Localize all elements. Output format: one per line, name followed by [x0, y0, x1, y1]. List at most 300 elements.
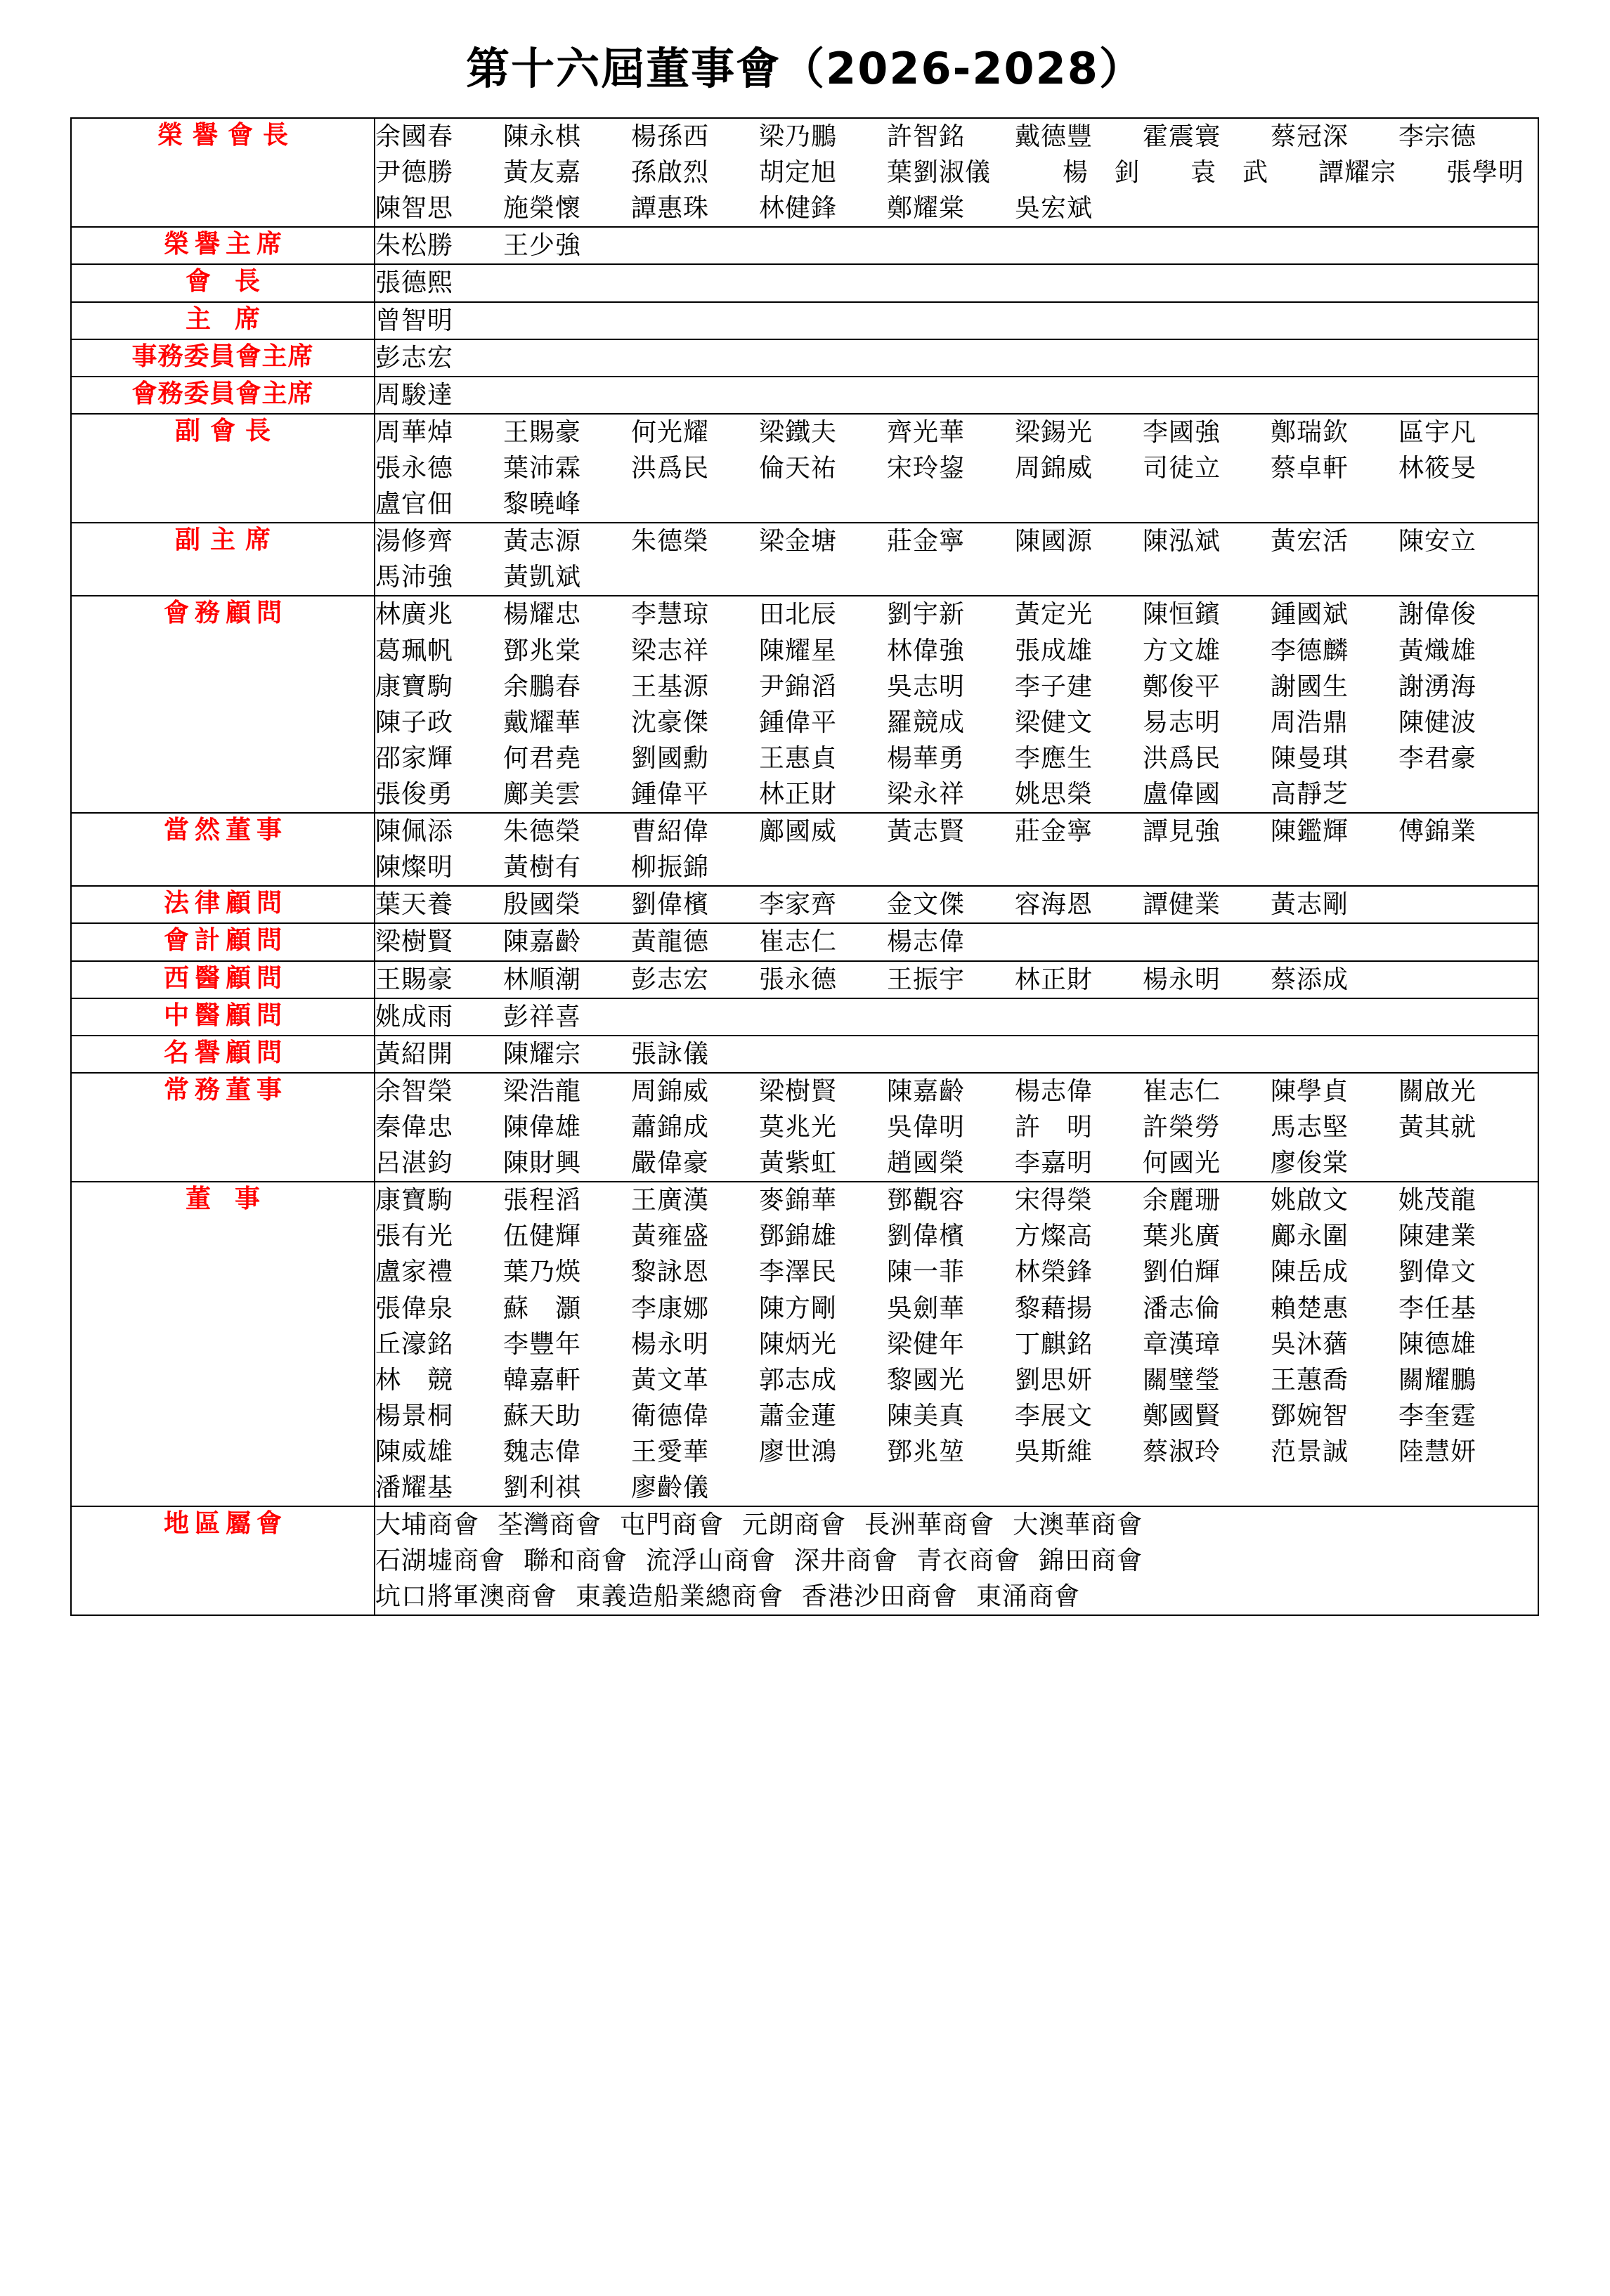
name-line: [375, 559, 1538, 595]
person-name: 莊金寧: [887, 527, 966, 556]
person-name: 莊金寧: [1015, 817, 1093, 847]
person-name: 黃其就: [1398, 1112, 1477, 1142]
person-name: 秦偉忠: [375, 1112, 454, 1142]
name-line: [375, 741, 1538, 776]
person-name: 李嘉明: [1015, 1149, 1093, 1178]
person-name: 梁錫光: [1015, 417, 1093, 447]
person-name: 邵家輝: [375, 743, 454, 773]
person-name: 姚茂龍: [1398, 1186, 1477, 1215]
person-name: 陳德雄: [1398, 1329, 1477, 1359]
person-name: 林榮鋒: [1015, 1258, 1093, 1287]
person-name: 李任基: [1398, 1293, 1477, 1323]
person-name: 吳斯維: [1015, 1437, 1093, 1466]
name-line: [375, 340, 1538, 376]
person-name: 張成雄: [1015, 636, 1093, 665]
person-name: 蘇天助: [503, 1401, 582, 1430]
table-row: [71, 377, 1538, 414]
person-name: 周浩鼎: [1271, 707, 1349, 737]
person-name: 黃雍盛: [631, 1222, 710, 1251]
person-name: 朱德榮: [503, 817, 582, 847]
person-name: 柳振錦: [631, 853, 710, 882]
person-name: 張偉泉: [375, 1293, 454, 1323]
person-name: 陳嘉齡: [887, 1076, 966, 1106]
person-name: 宋得榮: [1015, 1186, 1093, 1215]
person-name: 李家齊: [759, 890, 838, 920]
person-name: 周錦威: [631, 1076, 710, 1106]
person-name: 廖齡儀: [631, 1473, 710, 1503]
person-name: 鍾國斌: [1271, 600, 1349, 630]
person-name: 張永德: [375, 453, 454, 483]
person-name: 區宇凡: [1398, 417, 1477, 447]
row-label-text: 會長: [185, 267, 284, 296]
person-name: 潘志倫: [1143, 1293, 1221, 1323]
person-name: 蔡添成: [1271, 965, 1349, 994]
person-name: 鄭國賢: [1143, 1401, 1221, 1430]
person-name: 謝偉俊: [1398, 600, 1477, 630]
person-name: 楊永明: [631, 1329, 710, 1359]
person-name: 韓嘉軒: [503, 1365, 582, 1395]
person-name: 黎曉峰: [503, 490, 582, 519]
person-name: 林順潮: [503, 965, 582, 994]
person-name: 彭祥喜: [503, 1002, 582, 1031]
person-name: 陳方剛: [759, 1293, 838, 1323]
table-row: [71, 414, 1538, 523]
person-name: 余鵬春: [503, 672, 582, 701]
row-label-text: 西醫顧問: [163, 963, 287, 993]
table-row: [71, 961, 1538, 998]
person-name: 林正財: [759, 779, 838, 809]
person-name: 許榮勞: [1143, 1112, 1221, 1142]
district-association-name: 元朗商會: [742, 1511, 847, 1540]
row-names: [375, 339, 1538, 377]
person-name: 尹錦滔: [759, 672, 838, 701]
person-name: 陳永棋: [503, 122, 582, 151]
person-name: 丘濠銘: [375, 1329, 454, 1359]
row-label-text: 名譽顧問: [163, 1038, 287, 1067]
person-name: 梁健年: [887, 1329, 966, 1359]
person-name: 陳燦明: [375, 853, 454, 882]
person-name: 盧家禮: [375, 1258, 454, 1287]
person-name: 張詠儀: [631, 1039, 710, 1069]
person-name: 陳建業: [1398, 1222, 1477, 1251]
person-name: 林偉強: [887, 636, 966, 665]
person-name: 鄭耀棠: [887, 194, 966, 223]
person-name: 蔡冠深: [1271, 122, 1349, 151]
board-roster-table: [70, 117, 1539, 1616]
row-label: [71, 414, 375, 523]
person-name: 蕭錦成: [631, 1112, 710, 1142]
person-name: 林筱旻: [1398, 453, 1477, 483]
table-row: [71, 1182, 1538, 1506]
name-line: [375, 377, 1538, 413]
person-name: 方燦高: [1015, 1222, 1093, 1251]
name-line: [375, 596, 1538, 632]
person-name: 廖世鴻: [759, 1437, 838, 1466]
person-name: 李國強: [1143, 417, 1221, 447]
person-name: 王惠貞: [759, 743, 838, 773]
person-name: 楊 釗: [1063, 158, 1141, 188]
table-row: [71, 1036, 1538, 1073]
person-name: 宋玲鋆: [887, 453, 966, 483]
person-name: 王振宇: [887, 965, 966, 994]
name-line: [375, 119, 1538, 155]
person-name: 羅競成: [887, 707, 966, 737]
person-name: 陳智思: [375, 194, 454, 223]
person-name: 胡定旭: [759, 158, 838, 188]
person-name: 潘耀基: [375, 1473, 454, 1503]
person-name: 蕭金蓮: [759, 1401, 838, 1430]
person-name: 伍健輝: [503, 1222, 582, 1251]
person-name: 梁健文: [1015, 707, 1093, 737]
name-line: [375, 887, 1538, 922]
person-name: 譚見強: [1143, 817, 1221, 847]
person-name: 梁浩龍: [503, 1076, 582, 1106]
name-line: [375, 999, 1538, 1035]
person-name: 梁永祥: [887, 779, 966, 809]
person-name: 鍾偉平: [759, 707, 838, 737]
row-label-text: 法律顧問: [163, 889, 287, 918]
person-name: 洪爲民: [1143, 743, 1221, 773]
person-name: 鄧兆棠: [503, 636, 582, 665]
person-name: 譚耀宗: [1318, 158, 1397, 188]
person-name: 吳偉明: [887, 1112, 966, 1142]
person-name: 莫兆光: [759, 1112, 838, 1142]
person-name: 黃龍德: [631, 927, 710, 957]
person-name: 楊志偉: [1015, 1076, 1093, 1106]
row-label-text: 常務董事: [163, 1075, 287, 1104]
district-association-name: 青衣商會: [916, 1546, 1021, 1576]
person-name: 黃定光: [1015, 600, 1093, 630]
person-name: 彭志宏: [375, 343, 454, 372]
person-name: 關啟光: [1398, 1076, 1477, 1106]
person-name: 范景誠: [1271, 1437, 1349, 1466]
table-row: [71, 813, 1538, 886]
person-name: 殷國榮: [503, 890, 582, 920]
district-association-name: 錦田商會: [1039, 1546, 1143, 1576]
person-name: 蘇 灝: [503, 1293, 582, 1323]
name-line: [375, 1074, 1538, 1109]
person-name: 陸慧妍: [1398, 1437, 1477, 1466]
person-name: 田北辰: [759, 600, 838, 630]
person-name: 李展文: [1015, 1401, 1093, 1430]
person-name: 劉思妍: [1015, 1365, 1093, 1395]
person-name: 袁 武: [1190, 158, 1269, 188]
person-name: 王少強: [503, 231, 582, 261]
row-names: [375, 227, 1538, 264]
table-row: [71, 923, 1538, 960]
row-names: [375, 923, 1538, 960]
name-line: [375, 155, 1538, 190]
row-label-text: 事務委員會主席: [131, 341, 314, 371]
person-name: 黃友嘉: [503, 158, 582, 188]
person-name: 王蕙喬: [1271, 1365, 1349, 1395]
person-name: 施榮懷: [503, 194, 582, 223]
person-name: 司徒立: [1143, 453, 1221, 483]
person-name: 黃志源: [503, 527, 582, 556]
person-name: 陳鑑輝: [1271, 817, 1349, 847]
district-association-name: 大埔商會: [375, 1511, 480, 1540]
row-label: [71, 813, 375, 886]
person-name: 吳沐蕕: [1271, 1329, 1349, 1359]
person-name: 許智銘: [887, 122, 966, 151]
row-label-text: 主席: [185, 304, 284, 334]
person-name: 倫天祐: [759, 453, 838, 483]
person-name: 賴楚惠: [1271, 1293, 1349, 1323]
name-line: [375, 1326, 1538, 1362]
person-name: 陳偉雄: [503, 1112, 582, 1142]
person-name: 馬志堅: [1271, 1112, 1349, 1142]
person-name: 楊華勇: [887, 743, 966, 773]
district-association-name: 荃灣商會: [498, 1511, 602, 1540]
row-label: [71, 923, 375, 960]
district-association-name: 石湖墟商會: [375, 1546, 506, 1576]
name-line: [375, 265, 1538, 301]
person-name: 陳炳光: [759, 1329, 838, 1359]
person-name: 陳美真: [887, 1401, 966, 1430]
person-name: 葉乃煐: [503, 1258, 582, 1287]
person-name: 吳志明: [887, 672, 966, 701]
person-name: 章漢璋: [1143, 1329, 1221, 1359]
person-name: 霍震寰: [1143, 122, 1221, 151]
name-line: [375, 1218, 1538, 1254]
person-name: 曾智明: [375, 306, 454, 335]
person-name: 劉國勳: [631, 743, 710, 773]
person-name: 李康娜: [631, 1293, 710, 1323]
person-name: 鍾偉平: [631, 779, 710, 809]
person-name: 李宗德: [1398, 122, 1477, 151]
row-names: [375, 813, 1538, 886]
person-name: 陳佩添: [375, 817, 454, 847]
table-row: [71, 264, 1538, 301]
row-label-text: 會務委員會主席: [131, 379, 314, 408]
row-label-text: 董事: [185, 1185, 284, 1214]
person-name: 鄧觀容: [887, 1186, 966, 1215]
row-label-text: 副主席: [174, 526, 280, 555]
person-name: 黃熾雄: [1398, 636, 1477, 665]
person-name: 齊光華: [887, 417, 966, 447]
person-name: 鄧婉智: [1271, 1401, 1349, 1430]
name-line: [375, 1507, 1538, 1543]
name-line: [375, 1434, 1538, 1470]
name-line: [375, 190, 1538, 226]
person-name: 王賜豪: [503, 417, 582, 447]
person-name: 梁乃鵬: [759, 122, 838, 151]
row-label: [71, 961, 375, 998]
table-row: [71, 886, 1538, 923]
name-line: [375, 1182, 1538, 1218]
person-name: 譚惠珠: [631, 194, 710, 223]
person-name: 余智榮: [375, 1076, 454, 1106]
person-name: 鄭瑞欽: [1271, 417, 1349, 447]
district-association-name: 長洲華商會: [864, 1511, 995, 1540]
person-name: 鄺國威: [759, 817, 838, 847]
person-name: 姚啟文: [1271, 1186, 1349, 1215]
person-name: 金文傑: [887, 890, 966, 920]
person-name: 葉劉淑儀: [887, 158, 992, 188]
person-name: 盧官佃: [375, 490, 454, 519]
person-name: 易志明: [1143, 707, 1221, 737]
name-line: [375, 1036, 1538, 1072]
person-name: 蔡淑玲: [1143, 1437, 1221, 1466]
person-name: 張德熙: [375, 268, 454, 298]
district-association-name: 大澳華商會: [1013, 1511, 1143, 1540]
person-name: 李豐年: [503, 1329, 582, 1359]
person-name: 何君堯: [503, 743, 582, 773]
person-name: 戴德豐: [1015, 122, 1093, 151]
person-name: 康寶駒: [375, 672, 454, 701]
person-name: 陳一菲: [887, 1258, 966, 1287]
table-row: [71, 118, 1538, 227]
person-name: 陳子政: [375, 707, 454, 737]
district-association-name: 聯和商會: [524, 1546, 628, 1576]
name-line: [375, 814, 1538, 849]
person-name: 張有光: [375, 1222, 454, 1251]
person-name: 黎詠恩: [631, 1258, 710, 1287]
person-name: 麥錦華: [759, 1186, 838, 1215]
table-row: [71, 1073, 1538, 1182]
person-name: 林廣兆: [375, 600, 454, 630]
page-title: 第十六屆董事會（2026-2028）: [466, 43, 1144, 94]
person-name: 彭志宏: [631, 965, 710, 994]
name-line: [375, 486, 1538, 522]
person-name: 陳泓斌: [1143, 527, 1221, 556]
row-label: [71, 1036, 375, 1073]
row-names: [375, 1073, 1538, 1182]
table-row: [71, 227, 1538, 264]
person-name: 梁鐵夫: [759, 417, 838, 447]
person-name: 梁樹賢: [375, 927, 454, 957]
person-name: 陳岳成: [1271, 1258, 1349, 1287]
person-name: 周錦威: [1015, 453, 1093, 483]
person-name: 王基源: [631, 672, 710, 701]
row-label: [71, 1182, 375, 1506]
person-name: 崔志仁: [1143, 1076, 1221, 1106]
person-name: 鄺永圍: [1271, 1222, 1349, 1251]
person-name: 方文雄: [1143, 636, 1221, 665]
row-label: [71, 998, 375, 1036]
row-label-text: 會計顧問: [163, 926, 287, 955]
row-names: [375, 961, 1538, 998]
person-name: 葛珮帆: [375, 636, 454, 665]
row-names: [375, 523, 1538, 596]
person-name: 傅錦業: [1398, 817, 1477, 847]
person-name: 嚴偉豪: [631, 1149, 710, 1178]
person-name: 陳健波: [1398, 707, 1477, 737]
person-name: 謝國生: [1271, 672, 1349, 701]
row-label-text: 地區屬會: [163, 1509, 287, 1539]
person-name: 王廣漢: [631, 1186, 710, 1215]
person-name: 戴耀華: [503, 707, 582, 737]
row-label: [71, 302, 375, 339]
person-name: 李德麟: [1271, 636, 1349, 665]
person-name: 丁麒銘: [1015, 1329, 1093, 1359]
name-line: [375, 1254, 1538, 1290]
row-label-text: 榮譽主席: [163, 230, 287, 259]
person-name: 黎藉揚: [1015, 1293, 1093, 1323]
person-name: 林正財: [1015, 965, 1093, 994]
person-name: 鄧錦雄: [759, 1222, 838, 1251]
row-label: [71, 264, 375, 301]
person-name: 黃志剛: [1271, 890, 1349, 920]
person-name: 王賜豪: [375, 965, 454, 994]
table-row: [71, 596, 1538, 813]
person-name: 謝湧海: [1398, 672, 1477, 701]
person-name: 劉偉文: [1398, 1258, 1477, 1287]
person-name: 黃志賢: [887, 817, 966, 847]
row-label: [71, 1506, 375, 1615]
person-name: 鄺美雲: [503, 779, 582, 809]
person-name: 黃凱斌: [503, 563, 582, 592]
row-label: [71, 886, 375, 923]
person-name: 楊耀忠: [503, 600, 582, 630]
person-name: 陳曼琪: [1271, 743, 1349, 773]
table-row: [71, 998, 1538, 1036]
table-row: [71, 523, 1538, 596]
name-line: [375, 303, 1538, 339]
name-line: [375, 1291, 1538, 1326]
person-name: 孫啟烈: [631, 158, 710, 188]
person-name: 劉偉檳: [887, 1222, 966, 1251]
person-name: 呂湛鈞: [375, 1149, 454, 1178]
row-names: [375, 998, 1538, 1036]
person-name: 李奎霆: [1398, 1401, 1477, 1430]
person-name: 衛德偉: [631, 1401, 710, 1430]
person-name: 黃文革: [631, 1365, 710, 1395]
person-name: 李慧琼: [631, 600, 710, 630]
row-names: [375, 414, 1538, 523]
person-name: 陳安立: [1398, 527, 1477, 556]
name-line: [375, 776, 1538, 812]
person-name: 姚成雨: [375, 1002, 454, 1031]
row-label-text: 副會長: [174, 416, 280, 445]
row-label-text: 當然董事: [163, 816, 287, 845]
row-label: [71, 227, 375, 264]
person-name: 朱松勝: [375, 231, 454, 261]
district-association-name: 流浮山商會: [646, 1546, 777, 1576]
name-line: [375, 1579, 1538, 1615]
person-name: 許 明: [1015, 1112, 1093, 1142]
person-name: 鄭俊平: [1143, 672, 1221, 701]
person-name: 黃宏活: [1271, 527, 1349, 556]
name-line: [375, 1145, 1538, 1181]
person-name: 陳威雄: [375, 1437, 454, 1466]
row-names: [375, 596, 1538, 813]
person-name: 王愛華: [631, 1437, 710, 1466]
person-name: 梁金塘: [759, 527, 838, 556]
person-name: 陳財興: [503, 1149, 582, 1178]
person-name: 劉偉檳: [631, 890, 710, 920]
person-name: 鄧兆堃: [887, 1437, 966, 1466]
row-label: [71, 1073, 375, 1182]
name-line: [375, 669, 1538, 705]
person-name: 林健鋒: [759, 194, 838, 223]
district-association-name: 東涌商會: [976, 1582, 1081, 1612]
person-name: 楊景桐: [375, 1401, 454, 1430]
person-name: 楊孫西: [631, 122, 710, 151]
person-name: 蔡卓軒: [1271, 453, 1349, 483]
person-name: 陳恒鑌: [1143, 600, 1221, 630]
person-name: 曹紹偉: [631, 817, 710, 847]
person-name: 何國光: [1143, 1149, 1221, 1178]
name-line: [375, 705, 1538, 741]
person-name: 郭志成: [759, 1365, 838, 1395]
row-label: [71, 118, 375, 227]
person-name: 葉兆廣: [1143, 1222, 1221, 1251]
name-line: [375, 1109, 1538, 1145]
name-line: [375, 924, 1538, 960]
person-name: 黃紹開: [375, 1039, 454, 1069]
person-name: 李澤民: [759, 1258, 838, 1287]
